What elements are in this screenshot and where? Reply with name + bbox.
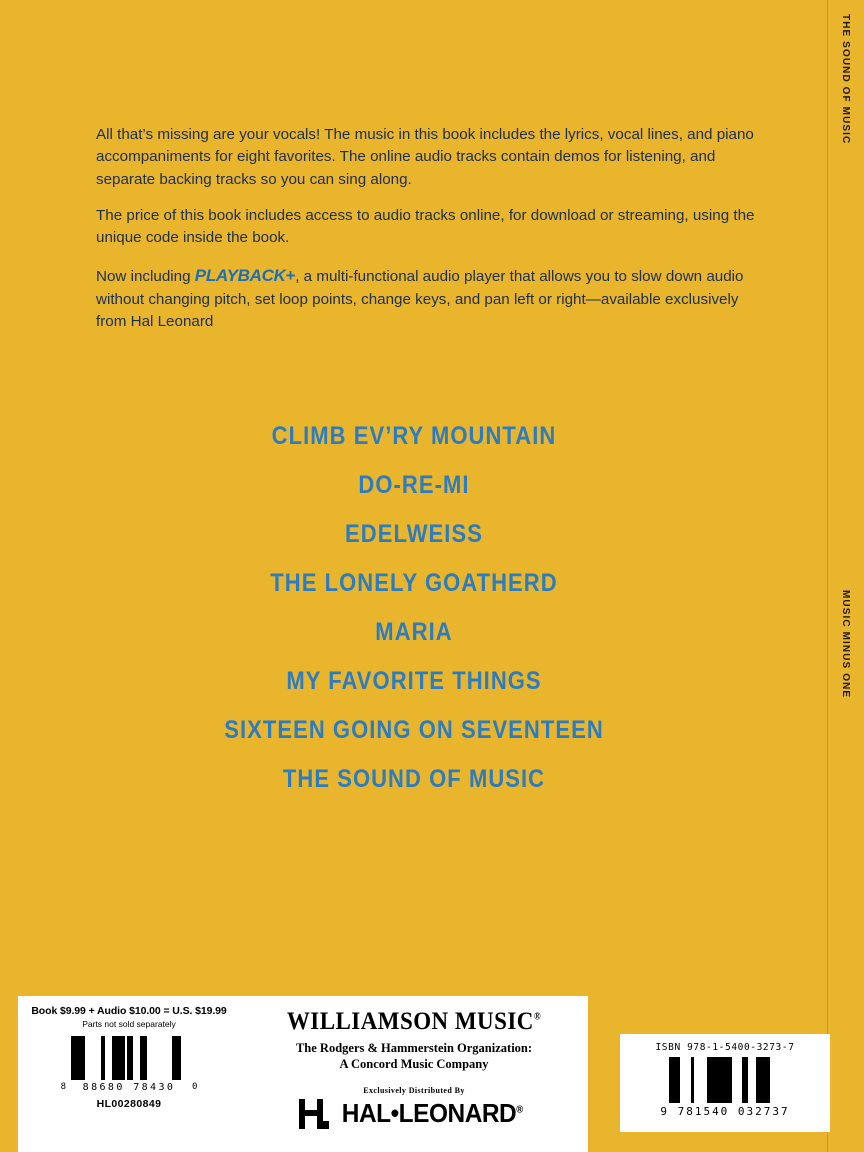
song-title: THE LONELY GOATHERD: [270, 569, 558, 597]
distributed-by-label: Exclusively Distributed By: [363, 1086, 465, 1095]
intro-paragraph-1: All that’s missing are your vocals! The music in this book includes the lyrics, vocal lines, and piano accompaniments for eight favorites. The online audio tracks contain demos for listening, and separate backing tracks so you can sing along.: [96, 126, 754, 188]
song-title: THE SOUND OF MUSIC: [282, 765, 546, 793]
intro-paragraph-3-before: Now including: [96, 267, 195, 285]
parts-note: Parts not sold separately: [82, 1019, 176, 1029]
organization-line-2: A Concord Music Company: [339, 1057, 489, 1071]
playback-plus-icon: +: [285, 265, 296, 285]
hal-leonard-mark-icon: [299, 1099, 329, 1129]
upc-digits: 88680 78430: [82, 1082, 176, 1093]
publisher-name-text: WILLIAMSON MUSIC: [286, 1008, 534, 1035]
song-list: [0, 424, 828, 792]
publisher-block: [240, 996, 588, 1152]
song-title: EDELWEISS: [345, 520, 483, 548]
isbn-text: ISBN 978-1-5400-3273-7: [655, 1042, 795, 1053]
price-line: Book $9.99 + Audio $10.00 = U.S. $19.99: [31, 1005, 227, 1017]
upc-barcode-graphic: [18, 1036, 240, 1093]
song-title: SIXTEEN GOING ON SEVENTEEN: [224, 716, 604, 744]
isbn-barcode-bars: [620, 1057, 830, 1103]
intro-paragraph-2: The price of this book includes access to audio tracks online, for download or streaming, using the unique code inside the book.: [96, 207, 755, 247]
song-title: MY FAVORITE THINGS: [286, 667, 542, 695]
playback-logo: PLAYBACK: [194, 265, 286, 285]
intro-paragraph-3-after: , a multi-functional audio player that allows you to slow down audio without changing pitch, set loop points, change keys, and pan left or right—available exclusively from Hal Leonard: [96, 267, 744, 331]
hal-leonard-logo: [240, 1098, 588, 1129]
barcode-bars: [68, 1036, 190, 1080]
isbn-digits: 9 781540 032737: [660, 1105, 790, 1118]
hal-leonard-registered: ®: [516, 1104, 523, 1116]
upc-trailing-digit: 0: [192, 1082, 198, 1092]
intro-paragraph-3: [96, 264, 756, 334]
spine-column: [827, 0, 864, 1152]
upc-lead-digit: 8: [60, 1082, 66, 1092]
spine-series: MUSIC MINUS ONE: [840, 590, 851, 699]
upc-barcode-block: [18, 996, 240, 1152]
publisher-name: [254, 1008, 574, 1036]
spine-title: THE SOUND OF MUSIC: [840, 14, 851, 145]
hal-leonard-product-number: HL00280849: [96, 1098, 162, 1110]
hal-leonard-wordmark: [342, 1098, 523, 1129]
isbn-barcode-block: [620, 1034, 830, 1132]
organization-line-1: The Rodgers & Hammerstein Organization:: [295, 1041, 533, 1055]
song-title: MARIA: [375, 618, 453, 646]
song-title: DO-RE-MI: [358, 471, 470, 499]
hal-leonard-text: HAL•LEONARD: [342, 1098, 517, 1128]
song-title: CLIMB EV’RY MOUNTAIN: [271, 422, 557, 450]
intro-copy: [96, 124, 756, 333]
registered-mark: ®: [533, 1011, 542, 1023]
bottom-strip: [0, 992, 828, 1152]
